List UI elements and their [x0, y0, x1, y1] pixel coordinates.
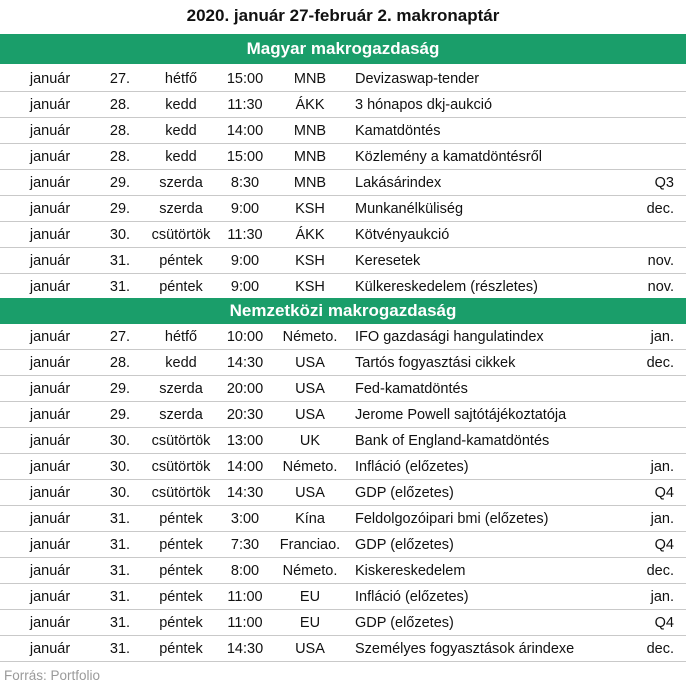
time-cell: 3:00: [230, 511, 260, 527]
page-title: 2020. január 27-február 2. makronaptár: [186, 6, 500, 25]
table-row: [0, 248, 686, 274]
event-cell: Tartós fogyasztási cikkek: [355, 355, 516, 371]
table-row: [0, 350, 686, 376]
weekday-cell: péntek: [159, 537, 203, 553]
weekday-cell: kedd: [165, 123, 197, 139]
time-cell: 9:00: [230, 201, 260, 217]
weekday-cell: péntek: [159, 615, 203, 631]
month-cell: január: [29, 511, 71, 527]
day-cell: 29.: [109, 175, 131, 191]
source-cell: MNB: [293, 149, 327, 165]
event-cell: Kiskereskedelem: [355, 563, 466, 579]
event-cell: GDP (előzetes): [355, 615, 454, 631]
event-cell: Infláció (előzetes): [355, 459, 469, 475]
table-row: [0, 376, 686, 402]
event-cell: GDP (előzetes): [355, 485, 454, 501]
day-cell: 31.: [109, 563, 131, 579]
time-cell: 7:30: [230, 537, 260, 553]
period-cell: dec.: [646, 563, 674, 579]
table-row: [0, 92, 686, 118]
weekday-cell: csütörtök: [151, 459, 211, 475]
weekday-cell: szerda: [159, 407, 203, 423]
day-cell: 31.: [109, 537, 131, 553]
period-cell: Q4: [654, 537, 674, 553]
source-cell: USA: [295, 407, 325, 423]
day-cell: 31.: [109, 253, 131, 269]
time-cell: 8:30: [230, 175, 260, 191]
month-cell: január: [29, 123, 71, 139]
day-cell: 28.: [109, 97, 131, 113]
event-cell: Bank of England-kamatdöntés: [355, 433, 550, 449]
weekday-cell: szerda: [159, 381, 203, 397]
day-cell: 29.: [109, 201, 131, 217]
table-row: [0, 610, 686, 636]
month-cell: január: [29, 485, 71, 501]
source-cell: EU: [299, 589, 321, 605]
period-cell: Q3: [654, 175, 674, 191]
time-cell: 11:00: [227, 589, 263, 605]
source-cell: Franciao.: [279, 537, 341, 553]
weekday-cell: péntek: [159, 589, 203, 605]
month-cell: január: [29, 537, 71, 553]
day-cell: 31.: [109, 641, 131, 657]
month-cell: január: [29, 71, 71, 87]
time-cell: 9:00: [230, 279, 260, 295]
day-cell: 31.: [109, 615, 131, 631]
weekday-cell: szerda: [159, 201, 203, 217]
event-cell: Kamatdöntés: [355, 123, 441, 139]
table-row: [0, 584, 686, 610]
weekday-cell: péntek: [159, 641, 203, 657]
period-cell: jan.: [650, 459, 674, 475]
month-cell: január: [29, 615, 71, 631]
month-cell: január: [29, 355, 71, 371]
event-cell: IFO gazdasági hangulatindex: [355, 329, 544, 345]
period-cell: dec.: [646, 201, 674, 217]
table-row: [0, 170, 686, 196]
day-cell: 29.: [109, 407, 131, 423]
table-row: [0, 532, 686, 558]
event-cell: Jerome Powell sajtótájékoztatója: [355, 407, 567, 423]
weekday-cell: péntek: [159, 511, 203, 527]
event-cell: 3 hónapos dkj-aukció: [355, 97, 493, 113]
time-cell: 9:00: [230, 253, 260, 269]
day-cell: 27.: [109, 329, 131, 345]
source-cell: ÁKK: [295, 97, 325, 113]
weekday-cell: csütörtök: [151, 227, 211, 243]
period-cell: nov.: [647, 253, 674, 269]
period-cell: jan.: [650, 329, 674, 345]
day-cell: 30.: [109, 459, 131, 475]
time-cell: 20:00: [226, 381, 264, 397]
event-cell: Keresetek: [355, 253, 421, 269]
table-row: [0, 324, 686, 350]
day-cell: 29.: [109, 381, 131, 397]
day-cell: 28.: [109, 355, 131, 371]
source-cell: KSH: [295, 201, 325, 217]
weekday-cell: szerda: [159, 175, 203, 191]
weekday-cell: péntek: [159, 279, 203, 295]
month-cell: január: [29, 641, 71, 657]
month-cell: január: [29, 279, 71, 295]
day-cell: 31.: [109, 279, 131, 295]
time-cell: 14:00: [226, 459, 264, 475]
month-cell: január: [29, 253, 71, 269]
weekday-cell: kedd: [165, 149, 197, 165]
period-cell: Q4: [654, 485, 674, 501]
event-cell: Külkereskedelem (részletes): [355, 279, 538, 295]
period-cell: dec.: [646, 355, 674, 371]
time-cell: 15:00: [226, 149, 264, 165]
source-cell: Németo.: [282, 329, 338, 345]
time-cell: 20:30: [226, 407, 264, 423]
period-cell: jan.: [650, 511, 674, 527]
month-cell: január: [29, 459, 71, 475]
table-row: [0, 454, 686, 480]
month-cell: január: [29, 433, 71, 449]
weekday-cell: hétfő: [164, 329, 198, 345]
time-cell: 15:00: [226, 71, 264, 87]
time-cell: 11:30: [227, 97, 263, 113]
source-cell: USA: [295, 641, 325, 657]
event-cell: Személyes fogyasztások árindexe: [355, 641, 575, 657]
month-cell: január: [29, 175, 71, 191]
time-cell: 11:30: [227, 227, 263, 243]
event-cell: Lakásárindex: [355, 175, 442, 191]
source-cell: USA: [295, 381, 325, 397]
table-row: [0, 506, 686, 532]
section-header-international: Nemzetközi makrogazdaság: [0, 298, 686, 324]
day-cell: 31.: [109, 511, 131, 527]
weekday-cell: péntek: [159, 563, 203, 579]
day-cell: 30.: [109, 485, 131, 501]
time-cell: 14:30: [226, 641, 264, 657]
table-row: [0, 222, 686, 248]
event-cell: Kötvényaukció: [355, 227, 450, 243]
month-cell: január: [29, 201, 71, 217]
source-cell: KSH: [295, 253, 325, 269]
source-cell: MNB: [293, 123, 327, 139]
day-cell: 30.: [109, 433, 131, 449]
time-cell: 13:00: [226, 433, 264, 449]
period-cell: nov.: [647, 279, 674, 295]
time-cell: 11:00: [227, 615, 263, 631]
day-cell: 31.: [109, 589, 131, 605]
table-row: [0, 480, 686, 506]
table-row: [0, 66, 686, 92]
event-cell: Közlemény a kamatdöntésről: [355, 149, 542, 165]
table-row: [0, 118, 686, 144]
source-footer: Forrás: Portfolio: [4, 668, 101, 683]
month-cell: január: [29, 381, 71, 397]
source-cell: Németo.: [282, 563, 338, 579]
table-row: [0, 144, 686, 170]
day-cell: 28.: [109, 123, 131, 139]
month-cell: január: [29, 563, 71, 579]
day-cell: 30.: [109, 227, 131, 243]
source-cell: Kína: [295, 511, 325, 527]
time-cell: 14:30: [226, 485, 264, 501]
table-row: [0, 428, 686, 454]
month-cell: január: [29, 149, 71, 165]
table-row: [0, 636, 686, 662]
source-cell: UK: [299, 433, 321, 449]
period-cell: dec.: [646, 641, 674, 657]
event-cell: GDP (előzetes): [355, 537, 454, 553]
time-cell: 10:00: [226, 329, 264, 345]
source-cell: KSH: [295, 279, 325, 295]
period-cell: Q4: [654, 615, 674, 631]
event-cell: Fed-kamatdöntés: [355, 381, 468, 397]
month-cell: január: [29, 329, 71, 345]
month-cell: január: [29, 97, 71, 113]
period-cell: jan.: [650, 589, 674, 605]
section-header-hungarian: Magyar makrogazdaság: [0, 34, 686, 64]
source-cell: USA: [295, 355, 325, 371]
source-cell: MNB: [293, 71, 327, 87]
source-cell: USA: [295, 485, 325, 501]
time-cell: 8:00: [230, 563, 260, 579]
source-cell: EU: [299, 615, 321, 631]
table-row: [0, 558, 686, 584]
time-cell: 14:00: [226, 123, 264, 139]
international-rows: [0, 324, 686, 662]
table-row: [0, 196, 686, 222]
month-cell: január: [29, 589, 71, 605]
weekday-cell: csütörtök: [151, 433, 211, 449]
day-cell: 28.: [109, 149, 131, 165]
source-cell: ÁKK: [295, 227, 325, 243]
event-cell: Infláció (előzetes): [355, 589, 469, 605]
day-cell: 27.: [109, 71, 131, 87]
source-cell: MNB: [293, 175, 327, 191]
month-cell: január: [29, 407, 71, 423]
weekday-cell: péntek: [159, 253, 203, 269]
source-cell: Németo.: [282, 459, 338, 475]
weekday-cell: kedd: [165, 97, 197, 113]
weekday-cell: kedd: [165, 355, 197, 371]
event-cell: Munkanélküliség: [355, 201, 464, 217]
event-cell: Devizaswap-tender: [355, 71, 480, 87]
event-cell: Feldolgozóipari bmi (előzetes): [355, 511, 549, 527]
month-cell: január: [29, 227, 71, 243]
table-row: [0, 274, 686, 300]
hungarian-rows: [0, 66, 686, 300]
weekday-cell: csütörtök: [151, 485, 211, 501]
table-row: [0, 402, 686, 428]
weekday-cell: hétfő: [164, 71, 198, 87]
time-cell: 14:30: [226, 355, 264, 371]
